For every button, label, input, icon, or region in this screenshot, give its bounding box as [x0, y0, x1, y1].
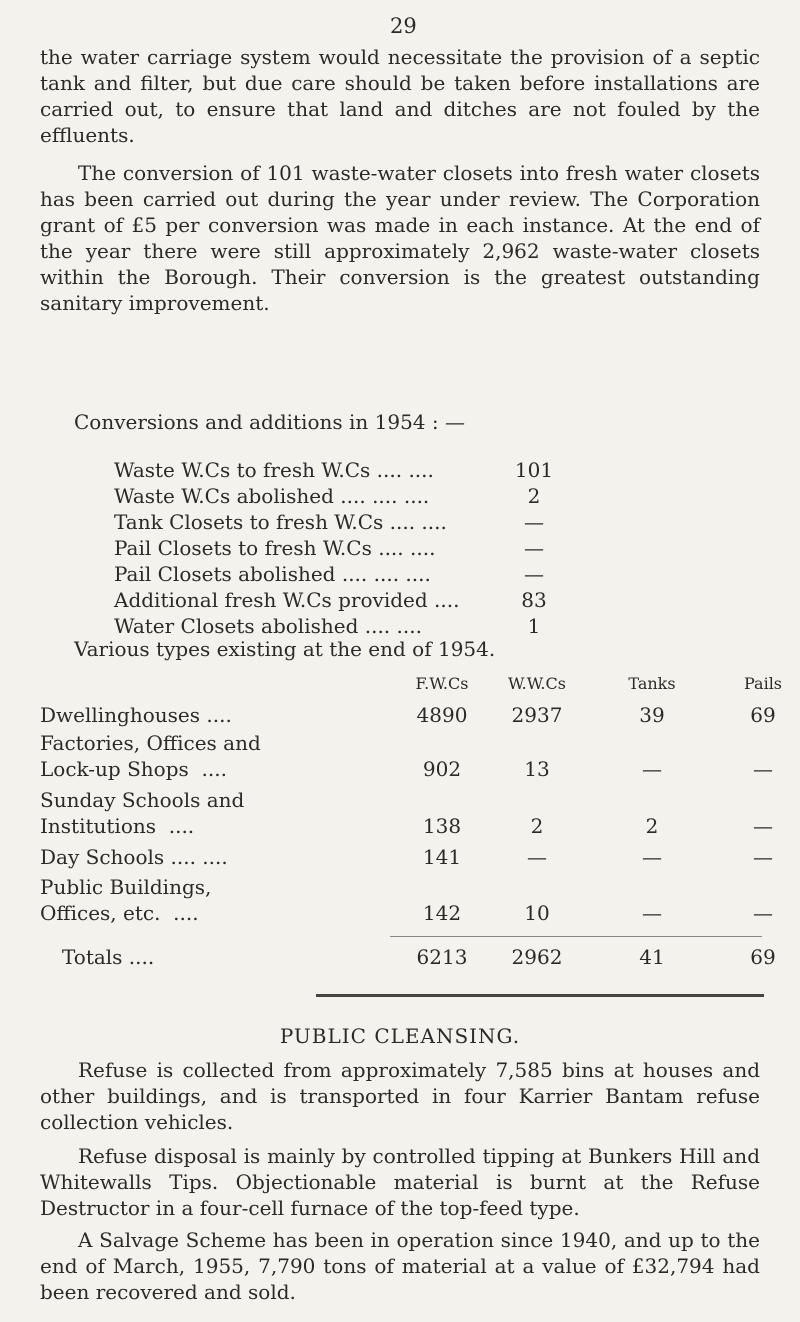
header-wwcs: W.W.Cs [508, 674, 566, 693]
header-pails: Pails [743, 674, 783, 693]
conversion-row: Waste W.Cs to fresh W.Cs .... .... 101 [114, 458, 554, 482]
conversion-row: Additional fresh W.Cs provided .... 83 [114, 588, 547, 612]
totals-rule [390, 936, 762, 937]
paragraph-refuse-disposal: Refuse disposal is mainly by controlled tipping at Bunkers Hill and Whitewalls Tips. Objectionable material is burnt at the Refuse Destructor in a four-cell furnace of the top-feed type. [40, 1144, 760, 1220]
paragraph-conversion: The conversion of 101 waste-water closets into fresh water closets has been carried out during the year under review. The Corporation grant of £5 per conversion was made in each instance. At the end of the year there were still approximately 2,962 waste-water closets within the Borough. Their conversion is the greatest outstanding sanitary improvement. [40, 161, 760, 315]
conversion-row: Waste W.Cs abolished .... .... .... 2 [114, 484, 541, 508]
conversion-row: Pail Closets abolished .... .... .... — [114, 562, 544, 586]
document-page: 29 the water carriage system would necessitate the provision of a septic tank and filter, but due care should be taken before installations are carried out, to ensure that land and ditches are not fouled by the effluents. The conversion of 101 waste-water closets into fresh water closets has been carried out during the year under review. The Corporation grant of £5 per conversion was made in each instance. At the end of the year there were still approximately 2,962 waste-water closets within the Borough. Their conversion is the greatest outstanding sanitary improvement. Conversions and additions in 1954 : — Waste W.Cs to fresh W.Cs .... .... 101 Waste W.Cs abolished .... .... .... 2 Tank Closets to fresh W.Cs .... .... — Pail Closets to fresh W.Cs .... .... — Pail Closets abolished .... .... .... — Additional fresh W.Cs provided .... 83 Water Closets abolished .... .... 1 Various types existing at the end of 1954. F.W.Cs W.W.Cs Tanks Pails Dwellinghouses .... 4890 2937 39 69 Factories, Offices and Lock-up Shops .... 902 13 — — Sunday Schools and Institutions .... 138 2 2 — Day Schools .... .... 141 — — — Public Buildings, Offices, etc. .... 142 10 — — Totals .... 6213 2962 41 69 PUBLIC CLEANSING. Refuse is collected from approximately 7,585 bins at houses and other buildings, and is transported in four Karrier Bantam refuse collection vehicles. Refuse disposal is mainly by controlled tipping at Bunkers Hill and Whitewalls Tips. Objectionable material is burnt at the Refuse Destructor in a four-cell furnace of the top-feed type. A Salvage Scheme has been in operation since 1940, and up to the end of March, 1955, 7,790 tons of material at a value of £32,794 had been recovered and sold. [0, 0, 800, 1322]
conversion-row: Tank Closets to fresh W.Cs .... .... — [114, 510, 544, 534]
conversion-row: Water Closets abolished .... .... 1 [114, 614, 541, 638]
paragraph-refuse-collection: Refuse is collected from approximately 7,585 bins at houses and other buildings, and is transported in four Karrier Bantam refuse collection vehicles. [40, 1058, 760, 1134]
table-bottom-rule [316, 994, 764, 997]
paragraph-septic-tank: the water carriage system would necessitate the provision of a septic tank and filter, but due care should be taken before installations are carried out, to ensure that land and ditches are not fouled by the effluents. [40, 45, 760, 147]
paragraph-salvage: A Salvage Scheme has been in operation since 1940, and up to the end of March, 1955, 7,790 tons of material at a value of £32,794 had been recovered and sold. [40, 1228, 760, 1304]
page-number: 29 [390, 14, 417, 38]
conversions-intro: Conversions and additions in 1954 : — [74, 410, 465, 434]
types-table-intro: Various types existing at the end of 1954. [74, 637, 496, 661]
section-heading: PUBLIC CLEANSING. [279, 1024, 521, 1048]
header-tanks: Tanks [628, 674, 676, 693]
conversions-list [114, 458, 574, 640]
header-fwcs: F.W.Cs [415, 674, 469, 693]
conversion-row: Pail Closets to fresh W.Cs .... .... — [114, 536, 544, 560]
